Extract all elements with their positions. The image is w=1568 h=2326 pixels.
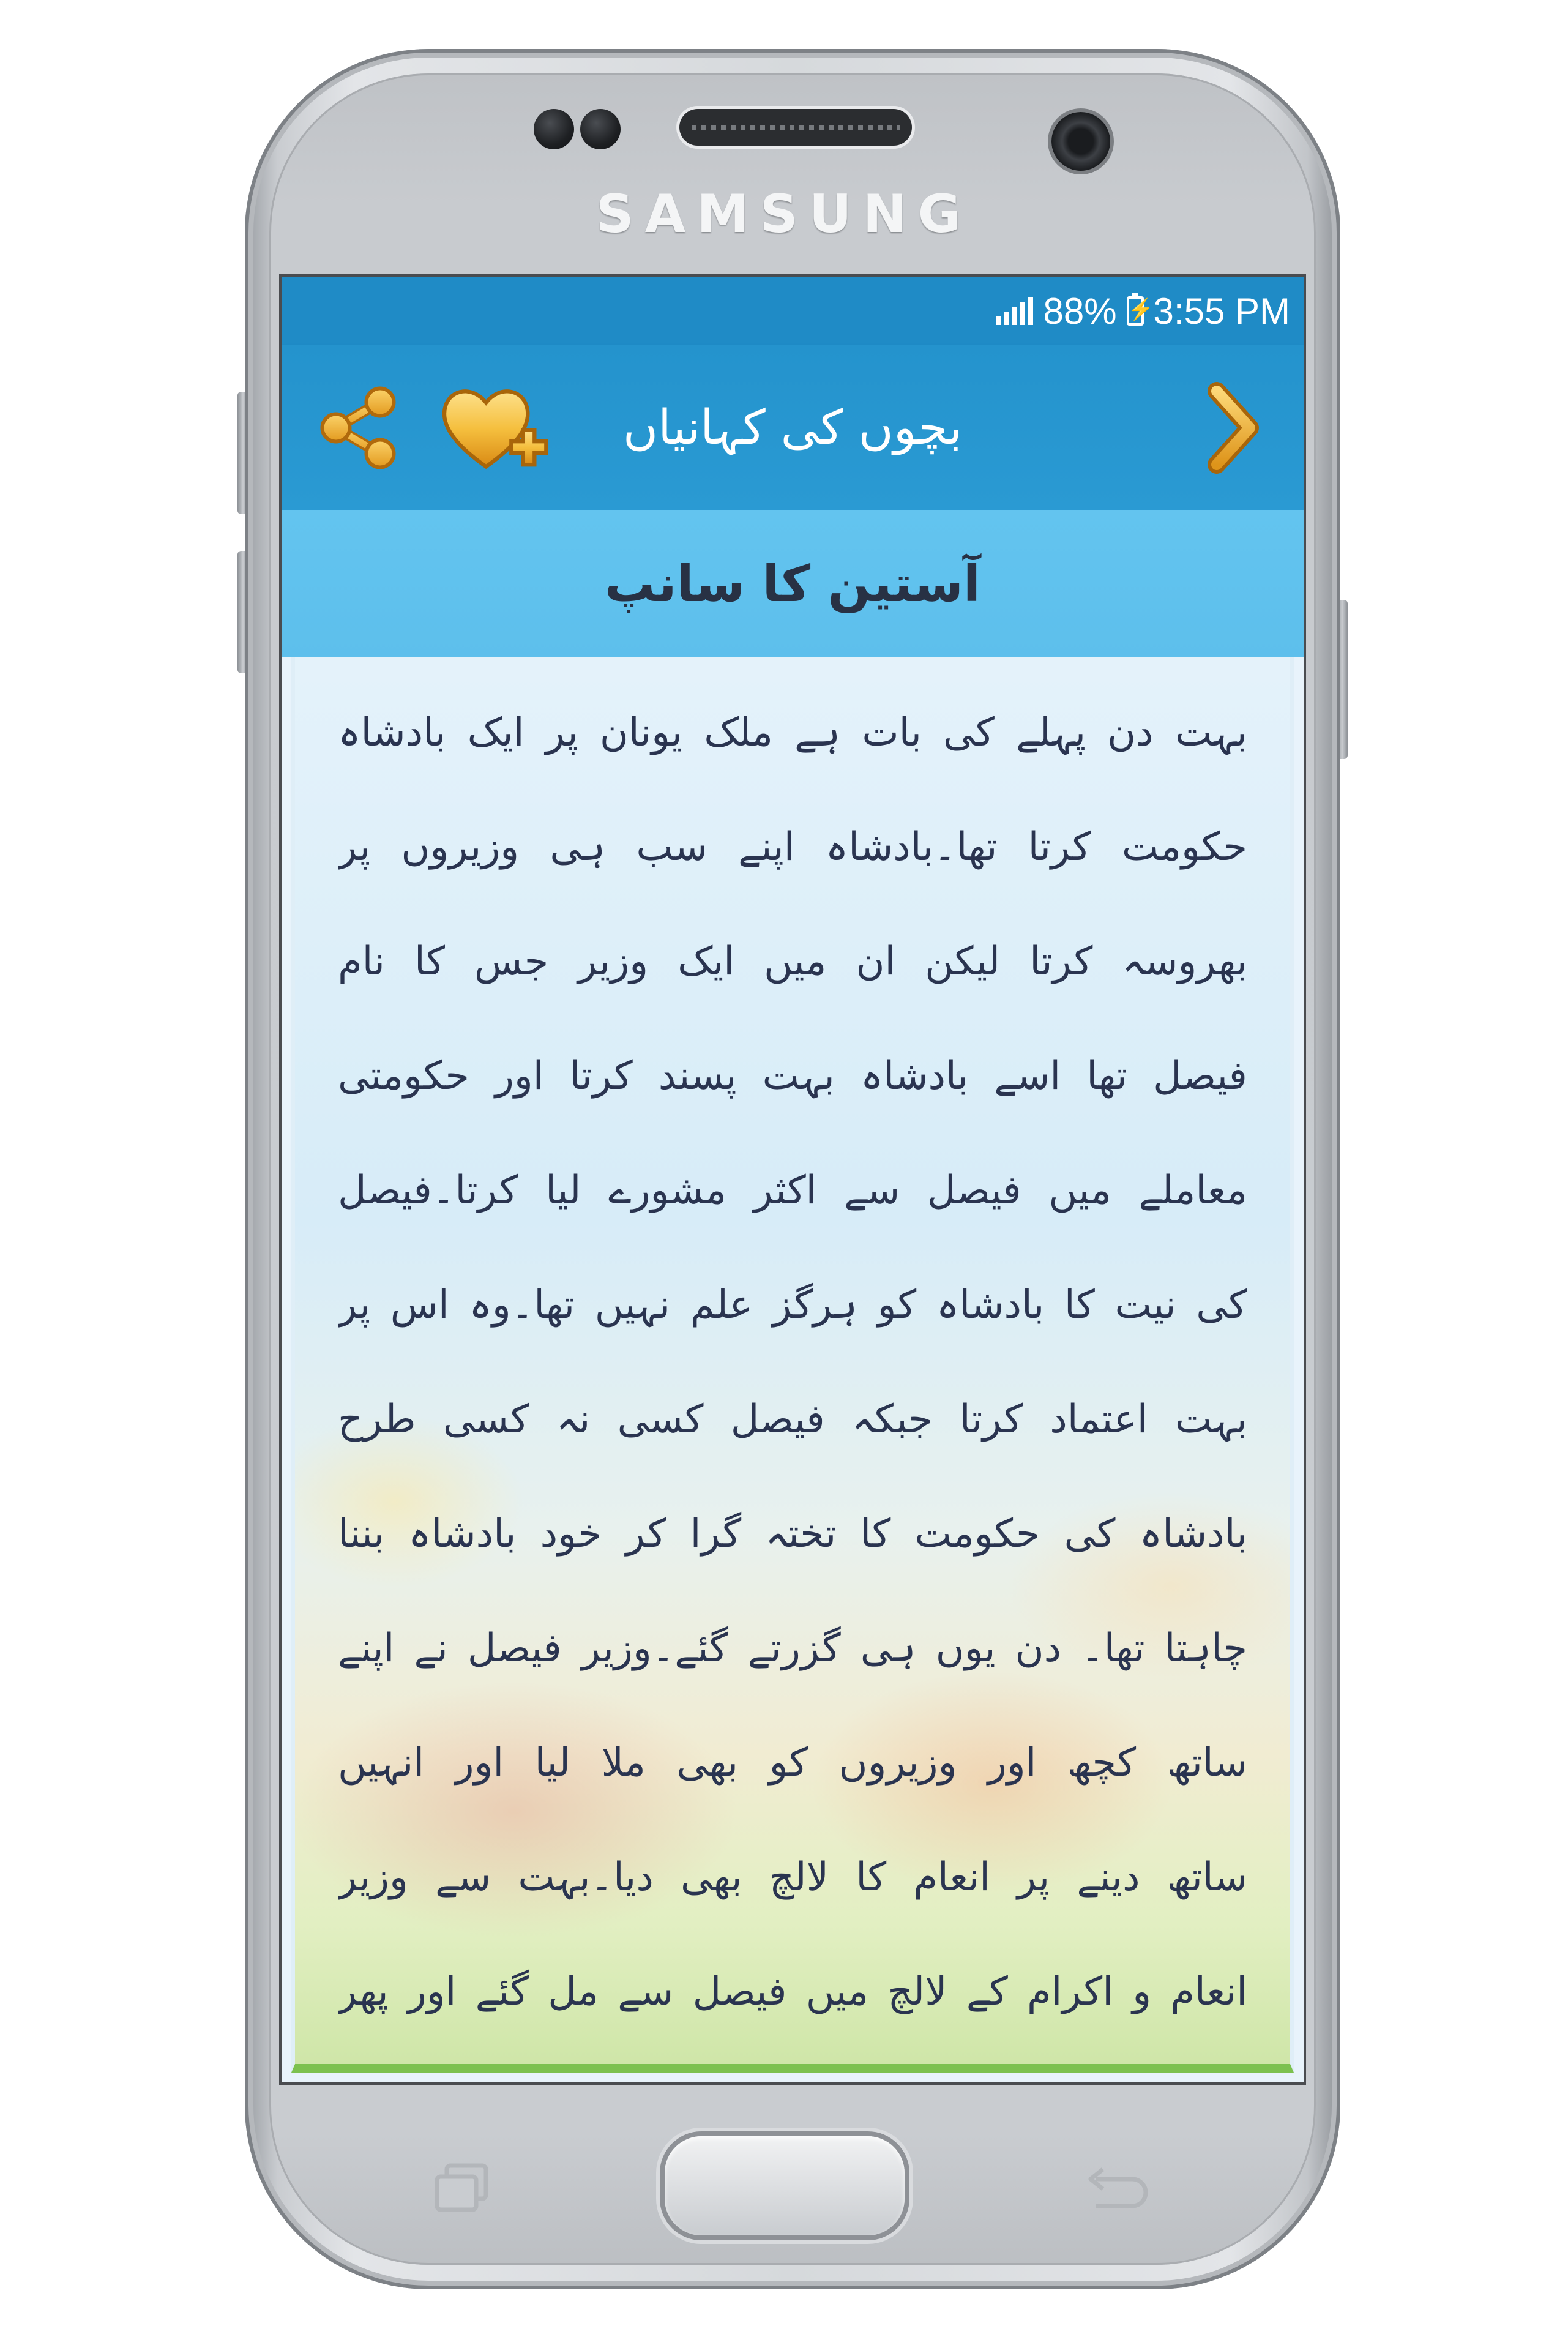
app-title: بچوں کی کہانیاں bbox=[622, 400, 963, 455]
back-icon bbox=[1077, 2161, 1151, 2216]
story-line: معاملے میں فیصل سے اکثر مشورے لیا کرتا۔فیصل bbox=[338, 1168, 1247, 1213]
story-line: کی نیت کا بادشاہ کو ہرگز علم نہیں تھا۔وہ اس پر bbox=[338, 1282, 1247, 1328]
story-line: انعام و اکرام کے لالچ میں فیصل سے مل گئے اور پھر bbox=[338, 1969, 1247, 2014]
story-line: بہت دن پہلے کی بات ہے ملک یونان پر ایک بادشاہ bbox=[338, 710, 1247, 755]
story-title: آستین کا سانپ bbox=[604, 555, 981, 613]
story-line: فیصل تھا اسے بادشاہ بہت پسند کرتا اور حکومتی bbox=[338, 1053, 1247, 1099]
battery-icon bbox=[1127, 296, 1144, 326]
light-sensor bbox=[580, 109, 621, 149]
story-line: بادشاہ کی حکومت کا تختہ گرا کر خود بادشاہ بننا bbox=[338, 1511, 1247, 1557]
chevron-right-icon bbox=[1200, 382, 1267, 474]
recent-apps-icon bbox=[428, 2161, 496, 2216]
share-button[interactable] bbox=[306, 376, 410, 480]
story-header bbox=[282, 510, 1304, 657]
story-line: بھروسہ کرتا لیکن ان میں ایک وزیر جس کا نام bbox=[338, 939, 1247, 984]
app-bar bbox=[282, 345, 1304, 510]
story-text bbox=[338, 676, 1247, 2049]
story-line: ساتھ دینے پر انعام کا لالچ بھی دیا۔بہت سے وزیر bbox=[338, 1855, 1247, 1900]
back-key[interactable] bbox=[1077, 2161, 1151, 2216]
story-line: حکومت کرتا تھا۔بادشاہ اپنے سب ہی وزیروں پر bbox=[338, 825, 1247, 870]
proximity-sensor bbox=[534, 109, 574, 149]
next-button[interactable] bbox=[1181, 376, 1285, 480]
front-camera bbox=[1051, 112, 1110, 171]
screen bbox=[282, 277, 1304, 2082]
home-button[interactable] bbox=[665, 2136, 905, 2235]
status-bar bbox=[282, 277, 1304, 345]
earpiece-speaker bbox=[679, 109, 912, 146]
signal-icon bbox=[996, 297, 1033, 325]
brand-logo: SAMSUNG bbox=[595, 184, 973, 245]
battery-percent: 88% bbox=[1043, 290, 1117, 332]
story-line: ساتھ کچھ اور وزیروں کو بھی ملا لیا اور انہیں bbox=[338, 1740, 1247, 1786]
share-icon bbox=[312, 382, 404, 474]
recent-apps-key[interactable] bbox=[428, 2161, 496, 2216]
clock: 3:55 PM bbox=[1153, 290, 1290, 332]
status-indicators bbox=[996, 288, 1290, 334]
story-body[interactable] bbox=[291, 657, 1294, 2073]
story-line: بہت اعتماد کرتا جبکہ فیصل کسی نہ کسی طرح bbox=[338, 1397, 1247, 1442]
story-line: چاہتا تھا۔ دن یوں ہی گزرتے گئے۔وزیر فیصل نے اپنے bbox=[338, 1626, 1247, 1671]
